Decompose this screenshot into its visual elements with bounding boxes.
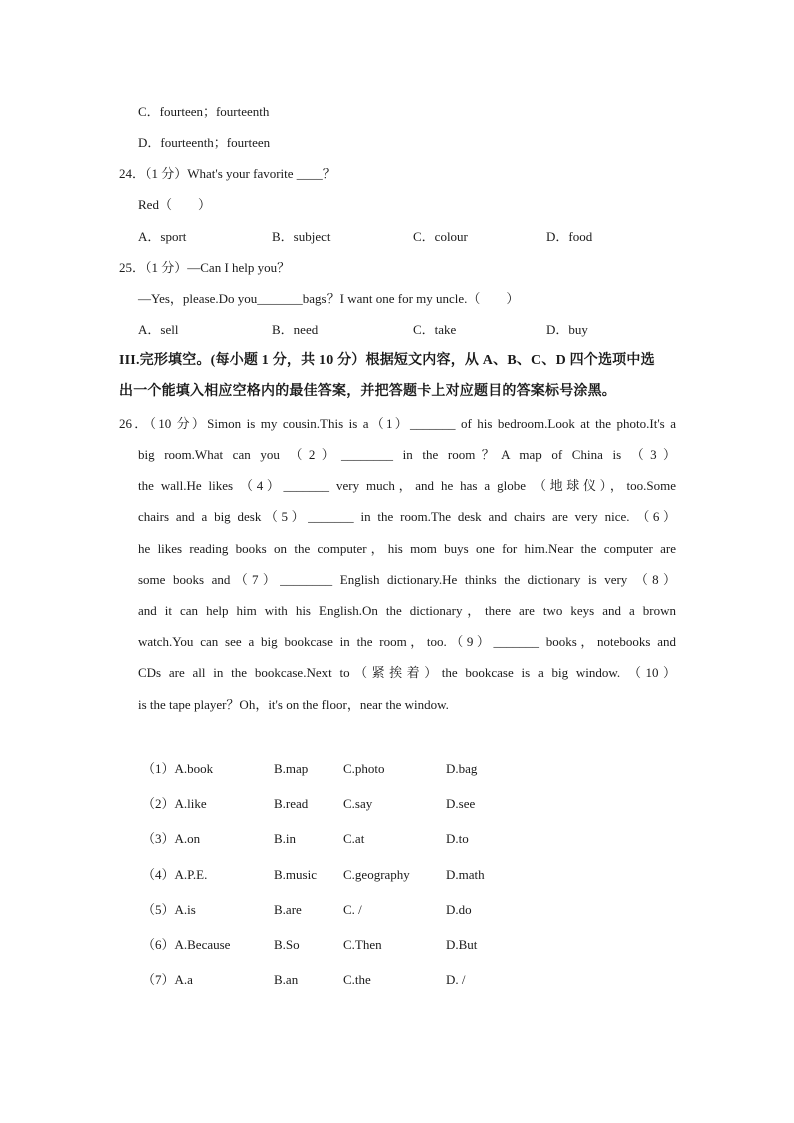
choice-1-a: （1）A.book (142, 761, 214, 776)
q24-option-c: C．colour (413, 229, 468, 244)
q25-option-d: D．buy (546, 322, 588, 337)
passage-line-10: is the tape player？Oh，it's on the floor，near the window. (138, 697, 449, 712)
q25-option-a: A．sell (138, 322, 179, 337)
passage-line-9: CDs are all in the bookcase.Next to（紧挨着）the bookcase is a big window. （10） (138, 665, 676, 680)
q24-option-a: A．sport (138, 229, 187, 244)
q24-option-b: B．subject (272, 229, 331, 244)
choice-6-d: D.But (446, 937, 478, 952)
choice-1-c: C.photo (343, 761, 385, 776)
q25-line2: —Yes，please.Do you_______bags？I want one for my uncle.（ ） (138, 291, 520, 306)
choice-5-a: （5）A.is (142, 902, 196, 917)
q25-option-b: B．need (272, 322, 319, 337)
choice-4-c: C.geography (343, 867, 410, 882)
choice-2-b: B.read (274, 796, 309, 811)
choice-6-b: B.So (274, 937, 300, 952)
choice-4-b: B.music (274, 867, 317, 882)
choice-3-a: （3）A.on (142, 831, 201, 846)
q25-option-c: C．take (413, 322, 457, 337)
choice-1-b: B.map (274, 761, 309, 776)
choice-5-d: D.do (446, 902, 472, 917)
choice-4-a: （4）A.P.E. (142, 867, 208, 882)
section-heading-line2: 出一个能填入相应空格内的最佳答案，并把答题卡上对应题目的答案标号涂黑。 (119, 384, 616, 399)
q23-option-d: D．fourteenth；fourteen (138, 135, 271, 150)
passage-line-8: watch.You can see a big bookcase in the room，too.（9）_______ books，notebooks and (138, 634, 676, 649)
choice-7-b: B.an (274, 972, 299, 987)
passage-line-4: chairs and a big desk（5）_______ in the room.The desk and chairs are very nice. （6） (138, 509, 676, 524)
choice-6-a: （6）A.Because (142, 937, 231, 952)
q25-stem: 25．（1 分）—Can I help you？ (119, 260, 291, 275)
choice-7-a: （7）A.a (142, 972, 193, 987)
q24-option-d: D．food (546, 229, 593, 244)
choice-3-c: C.at (343, 831, 365, 846)
section-heading-line1: III.完形填空。(每小题 1 分，共 10 分）根据短文内容，从 A、B、C、D 四个选项中选 (119, 353, 655, 368)
choice-4-d: D.math (446, 867, 485, 882)
passage-line-5: he likes reading books on the computer，his mom buys one for him.Near the computer are (138, 541, 676, 556)
passage-line-3: the wall.He likes （4）_______ very much，and he has a globe （地球仪），too.Some (138, 478, 676, 493)
q24-answer-line: Red（ ） (138, 197, 211, 212)
passage-line-7: and it can help him with his English.On the dictionary，there are two keys and a brown (138, 603, 676, 618)
choice-7-d: D. / (446, 972, 466, 987)
choice-2-c: C.say (343, 796, 373, 811)
choice-1-d: D.bag (446, 761, 478, 776)
q24-stem: 24．（1 分）What's your favorite ____？ (119, 166, 336, 181)
passage-line-6: some books and（7）________ English dictionary.He thinks the dictionary is very （8） (138, 572, 676, 587)
choice-3-b: B.in (274, 831, 297, 846)
passage-line-2: big room.What can you （2）________ in the room？A map of China is （3） (138, 447, 676, 462)
choice-5-c: C. / (343, 902, 362, 917)
choice-2-d: D.see (446, 796, 476, 811)
choice-5-b: B.are (274, 902, 302, 917)
passage-line-1: 26．（10 分）Simon is my cousin.This is a（1）_______ of his bedroom.Look at the photo.It's a (119, 416, 676, 431)
choice-3-d: D.to (446, 831, 469, 846)
choice-2-a: （2）A.like (142, 796, 207, 811)
choice-6-c: C.Then (343, 937, 382, 952)
q23-option-c: C．fourteen；fourteenth (138, 104, 270, 119)
choice-7-c: C.the (343, 972, 371, 987)
